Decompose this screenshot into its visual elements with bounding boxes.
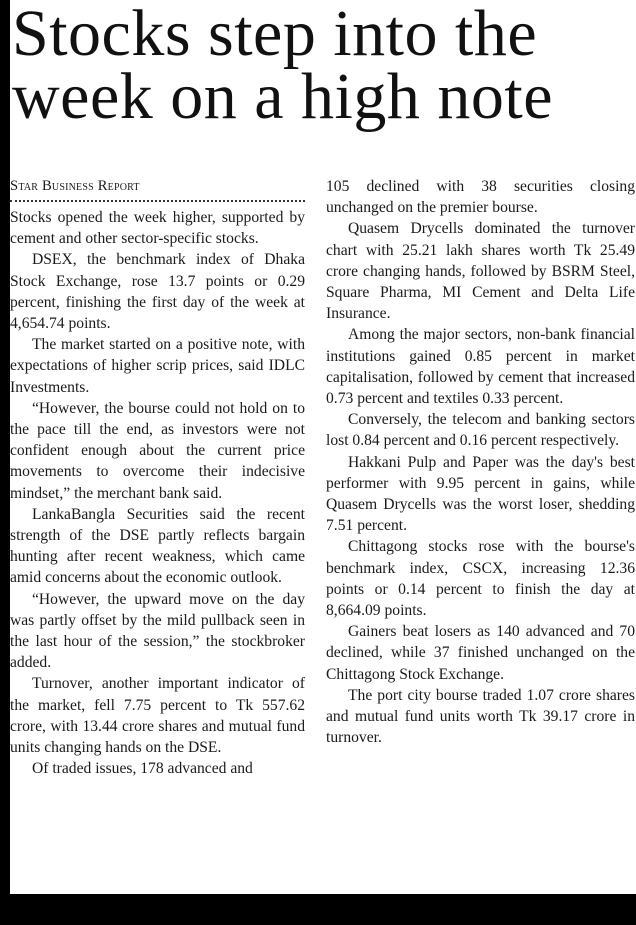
- paragraph: Of traded issues, 178 advanced and: [32, 760, 253, 778]
- newspaper-clipping: [10, 0, 636, 894]
- byline: Star Business Report: [10, 178, 140, 194]
- headline: Stocks step into the week on a high note: [12, 0, 554, 133]
- article-column-1: [10, 176, 305, 779]
- paragraph: Gainers beat losers as 140 advanced and 70 declined, while 37 finished unchanged on the Chittagong Stock Exchange.: [326, 623, 635, 683]
- paragraph: The market started on a positive note, with expectations of higher scrip prices, said IDLC Investments.: [10, 336, 305, 396]
- paragraph: Stocks opened the week higher, supported by cement and other sector-specific stocks.: [10, 209, 305, 248]
- paragraph: Turnover, another important indicator of the market, fell 7.75 percent to Tk 557.62 crore, with 13.44 crore shares and mutual fund units changing hands on the DSE.: [10, 675, 305, 757]
- paragraph: “However, the bourse could not hold on to the pace till the end, as investors were not confident enough about the current price movements to overcome their indecisive mindset,” the merchant bank said.: [10, 399, 305, 502]
- paragraph: Among the major sectors, non-bank financial institutions gained 0.85 percent in market capitalisation, followed by cement that increased 0.73 percent and textiles 0.33 percent.: [326, 326, 635, 408]
- paragraph: The port city bourse traded 1.07 crore shares and mutual fund units worth Tk 39.17 crore in turnover.: [326, 686, 635, 747]
- paragraph: “However, the upward move on the day was partly offset by the mild pullback seen in the last hour of the session,” the stockbroker added.: [10, 590, 305, 672]
- paragraph: Chittagong stocks rose with the bourse's benchmark index, CSCX, increasing 12.36 points or 0.14 percent to finish the day at 8,664.09 points.: [326, 538, 635, 620]
- dotted-divider: [10, 200, 305, 202]
- paragraph: LankaBangla Securities said the recent strength of the DSE partly reflects bargain hunting after recent weakness, which came amid concerns about the economic outlook.: [10, 505, 305, 587]
- paragraph: 105 declined with 38 securities closing unchanged on the premier bourse.: [326, 178, 635, 217]
- article-column-2: [326, 176, 635, 748]
- paragraph: DSEX, the benchmark index of Dhaka Stock Exchange, rose 13.7 points or 0.29 percent, finishing the first day of the week at 4,654.74 points.: [10, 251, 305, 333]
- paragraph: Conversely, the telecom and banking sectors lost 0.84 percent and 0.16 percent respectively.: [326, 411, 635, 450]
- paragraph: Hakkani Pulp and Paper was the day's best performer with 9.95 percent in gains, while Quasem Drycells was the worst loser, shedding 7.51 percent.: [326, 453, 635, 535]
- paragraph: Quasem Drycells dominated the turnover chart with 25.21 lakh shares worth Tk 25.49 crore changing hands, followed by BSRM Steel, Square Pharma, MI Cement and Delta Life Insurance.: [326, 220, 635, 323]
